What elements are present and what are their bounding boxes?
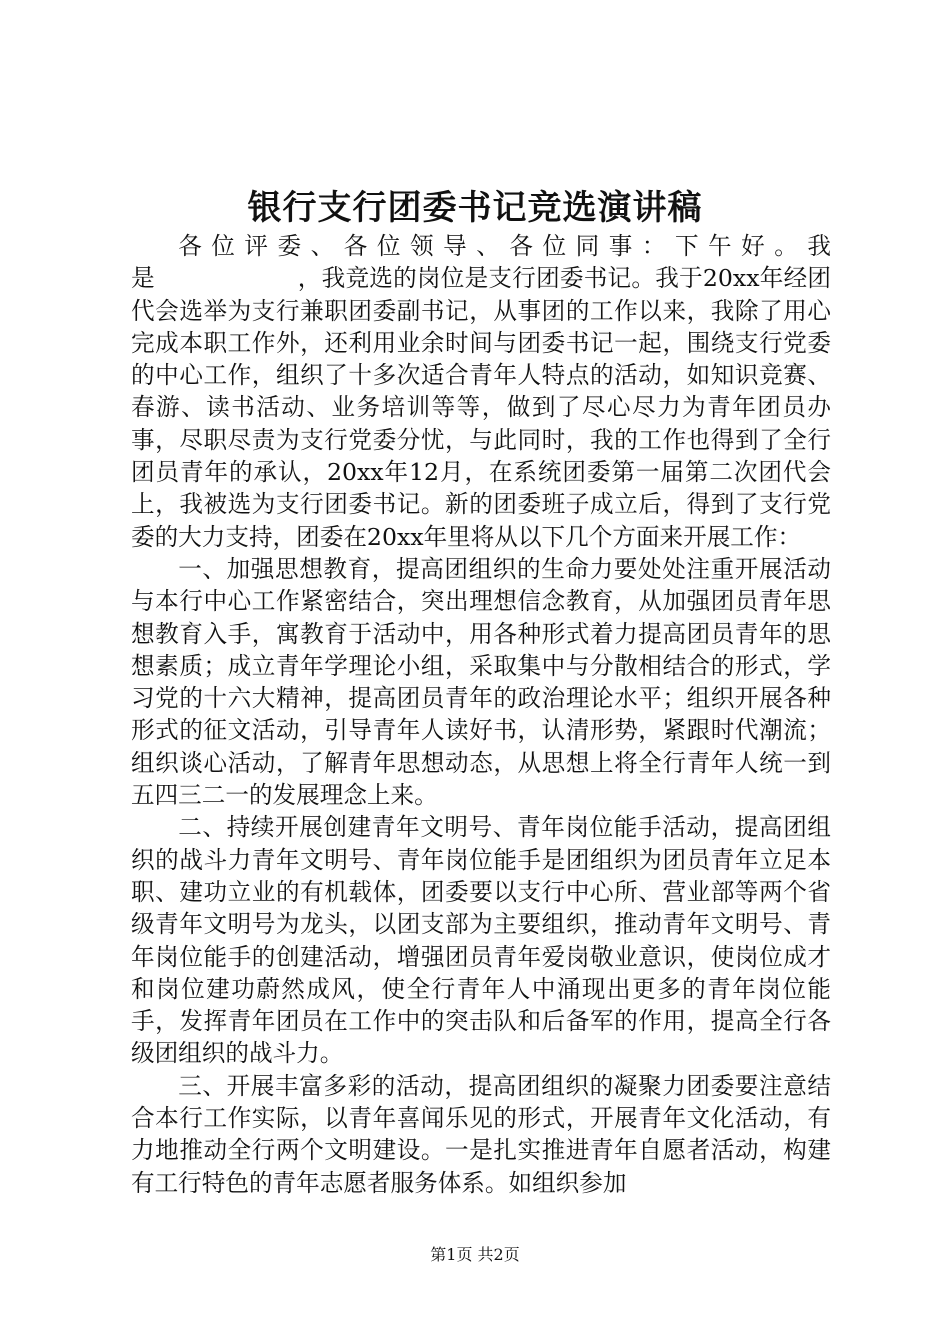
document-body — [131, 230, 831, 1199]
page-number-footer: 第1页 共2页 — [430, 1245, 520, 1264]
paragraph-section-two: 二、持续开展创建青年文明号、青年岗位能手活动，提高团组织的战斗力青年文明号、青年岗位能手是团组织为团员青年立足本职、建功立业的有机载体，团委要以支行中心所、营业部等两个省级青年文明号为龙头，以团支部为主要组织，推动青年文明号、青年岗位能手的创建活动，增强团员青年爱岗敬业意识，使岗位成才和岗位建功蔚然成风，使全行青年人中涌现出更多的青年岗位能手，发挥青年团员在工作中的突击队和后备军的作用，提高全行各级团组织的战斗力。 — [131, 813, 831, 1068]
paragraph-section-one: 一、加强思想教育，提高团组织的生命力要处处注重开展活动与本行中心工作紧密结合，突出理想信念教育，从加强团员青年思想教育入手，寓教育于活动中，用各种形式着力提高团员青年的思想素质；成立青年学理论小组，采取集中与分散相结合的形式，学习党的十六大精神，提高团员青年的政治理论水平；组织开展各种形式的征文活动，引导青年人读好书，认清形势，紧跟时代潮流；组织谈心活动，了解青年思想动态，从思想上将全行青年人统一到五四三二一的发展理念上来。 — [131, 554, 831, 810]
paragraph-section-three: 三、开展丰富多彩的活动，提高团组织的凝聚力团委要注意结合本行工作实际，以青年喜闻乐见的形式，开展青年文化活动，有力地推动全行两个文明建设。一是扎实推进青年自愿者活动，构建有工行特色的青年志愿者服务体系。如组织参加 — [131, 1071, 831, 1197]
paragraph-greeting: 各位评委、各位领导、各位同事：下午好。我是 ，我竞选的岗位是支行团委书记。我于20xx年经团代会选举为支行兼职团委副书记，从事团的工作以来，我除了用心完成本职工作外，还利用业余时间与团委书记一起，围绕支行党委的中心工作，组织了十多次适合青年人特点的活动，如知识竞赛、春游、读书活动、业务培训等等，做到了尽心尽力为青年团员办事，尽职尽责为支行党委分忧，与此同时，我的工作也得到了全行团员青年的承认，20xx年12月，在系统团委第一届第二次团代会上，我被选为支行团委书记。新的团委班子成立后，得到了支行党委的大力支持，团委在20xx年里将从以下几个方面来开展工作： — [131, 232, 831, 551]
document-title: 银行支行团委书记竞选演讲稿 — [247, 188, 703, 228]
